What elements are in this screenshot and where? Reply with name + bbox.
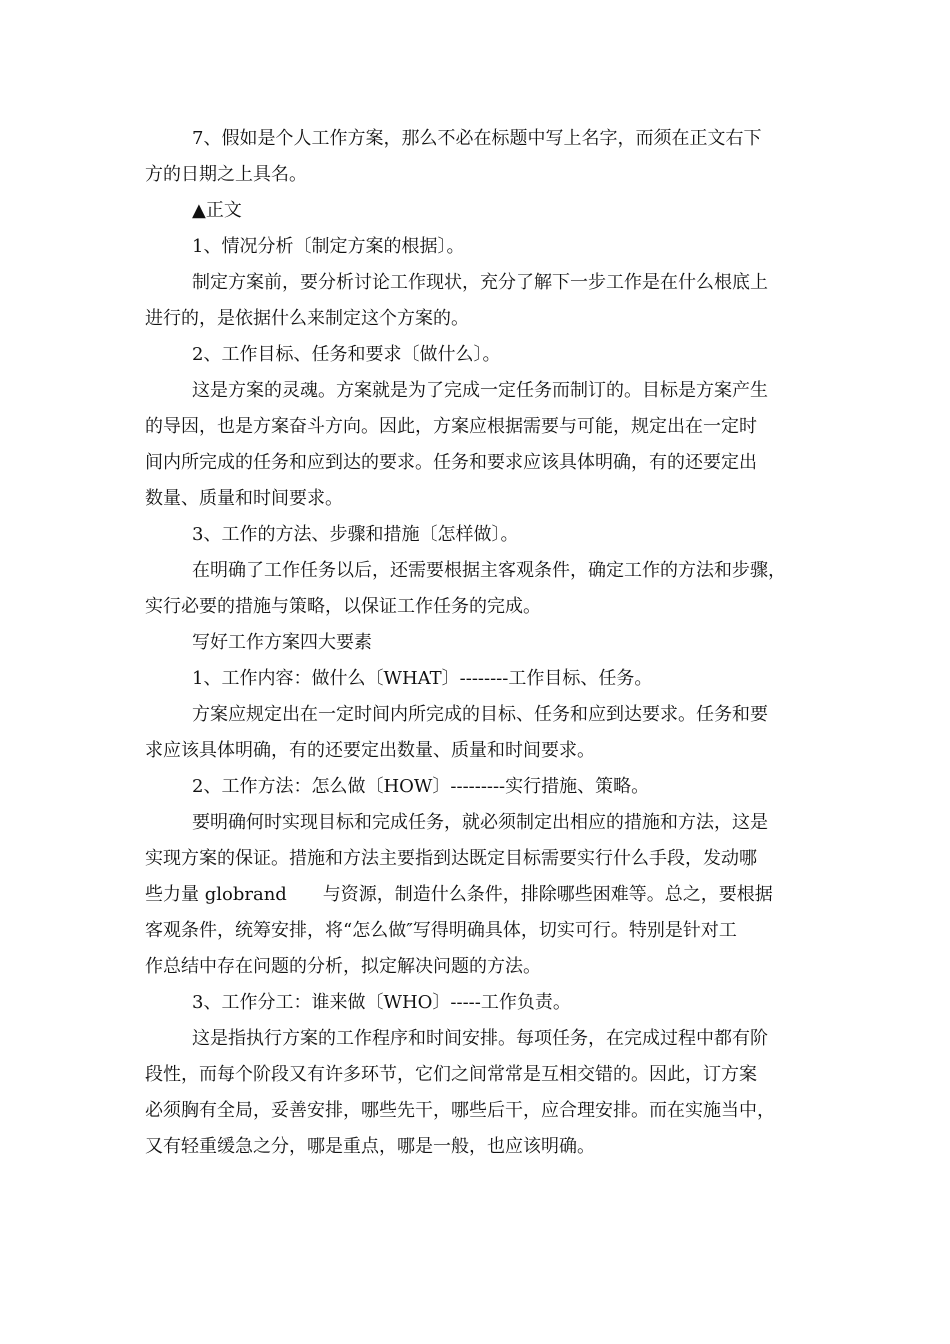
text-line: 间内所完成的任务和应到达的要求。任务和要求应该具体明确，有的还要定出 xyxy=(145,452,757,473)
text-line: 3、工作的方法、步骤和措施〔怎样做〕。 xyxy=(192,524,519,545)
text-line: 进行的，是依据什么来制定这个方案的。 xyxy=(145,308,469,329)
text-line: 些力量 globrand 与资源，制造什么条件，排除哪些困难等。总之，要根据 xyxy=(145,884,773,905)
text-line: 2、工作目标、任务和要求〔做什么〕。 xyxy=(192,344,501,365)
text-line: 方案应规定出在一定时间内所完成的目标、任务和应到达要求。任务和要 xyxy=(192,704,768,725)
text-line: 实现方案的保证。措施和方法主要指到达既定目标需要实行什么手段，发动哪 xyxy=(145,848,757,869)
text-line: 作总结中存在问题的分析，拟定解决问题的方法。 xyxy=(145,956,541,977)
text-line: 3、工作分工：谁来做〔WHO〕-----工作负责。 xyxy=(192,992,571,1013)
text-line: 段性，而每个阶段又有许多环节，它们之间常常是互相交错的。因此，订方案 xyxy=(145,1064,757,1085)
text-line: 1、情况分析〔制定方案的根据〕。 xyxy=(192,236,465,257)
text-line: 1、工作内容：做什么〔WHAT〕--------工作目标、任务。 xyxy=(192,668,653,689)
text-line: 数量、质量和时间要求。 xyxy=(145,488,343,509)
text-line: 必须胸有全局，妥善安排，哪些先干，哪些后干，应合理安排。而在实施当中， xyxy=(145,1100,775,1121)
text-line: 写好工作方案四大要素 xyxy=(192,632,372,653)
text-line: 客观条件，统筹安排，将“怎么做″写得明确具体，切实可行。特别是针对工 xyxy=(145,920,737,941)
text-line: 7、假如是个人工作方案，那么不必在标题中写上名字，而须在正文右下 xyxy=(192,128,762,149)
text-line: 实行必要的措施与策略，以保证工作任务的完成。 xyxy=(145,596,541,617)
text-line: 要明确何时实现目标和完成任务，就必须制定出相应的措施和方法，这是 xyxy=(192,812,768,833)
text-line: ▲正文 xyxy=(192,200,242,221)
text-line: 在明确了工作任务以后，还需要根据主客观条件，确定工作的方法和步骤， xyxy=(192,560,786,581)
text-line: 制定方案前，要分析讨论工作现状，充分了解下一步工作是在什么根底上 xyxy=(192,272,768,293)
text-line: 这是方案的灵魂。方案就是为了完成一定任务而制订的。目标是方案产生 xyxy=(192,380,768,401)
text-line: 求应该具体明确，有的还要定出数量、质量和时间要求。 xyxy=(145,740,595,761)
text-line: 的导因，也是方案奋斗方向。因此，方案应根据需要与可能，规定出在一定时 xyxy=(145,416,757,437)
document-body xyxy=(145,121,825,1165)
text-line: 2、工作方法：怎么做〔HOW〕---------实行措施、策略。 xyxy=(192,776,650,797)
text-line: 又有轻重缓急之分，哪是重点，哪是一般，也应该明确。 xyxy=(145,1136,595,1157)
text-line: 这是指执行方案的工作程序和时间安排。每项任务，在完成过程中都有阶 xyxy=(192,1028,768,1049)
text-line: 方的日期之上具名。 xyxy=(145,164,307,185)
